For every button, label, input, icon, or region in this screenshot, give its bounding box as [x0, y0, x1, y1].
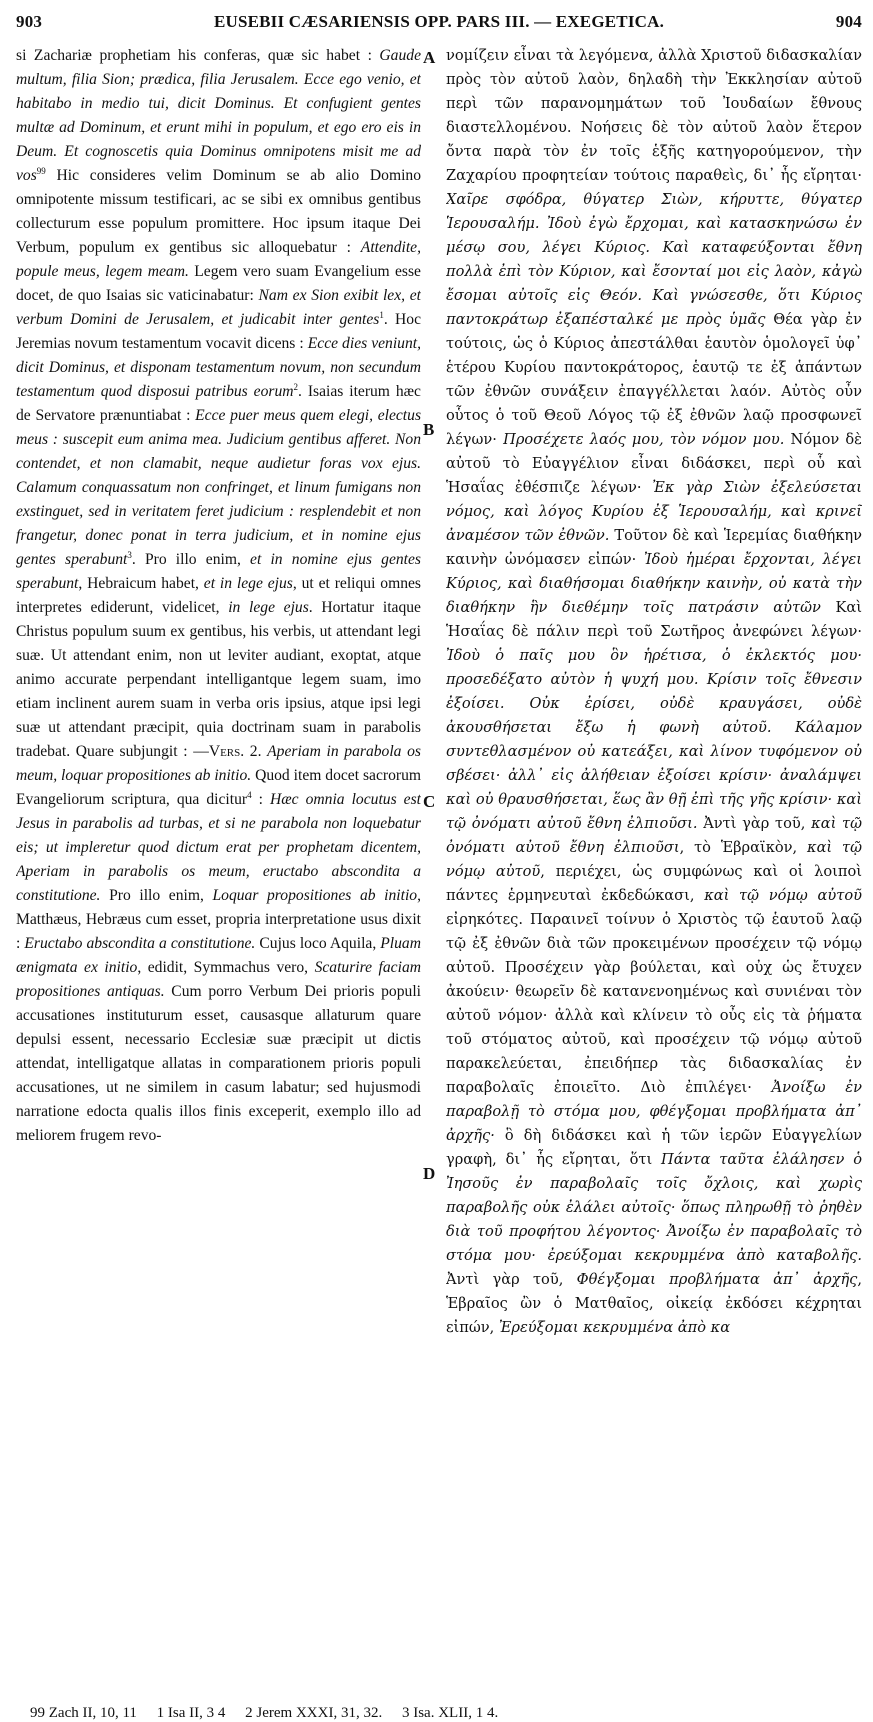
quotation-text: Ἰδοὺ ἡμέραι ἔρχονται, λέγει Κύριος, καὶ διαθήσομαι διαθήκην καινὴν, οὐ κατὰ τὴν διαθήκην ἣν διεθέμην τοῖς πατράσιν αὐτῶν	[446, 551, 862, 616]
quotation-text: Pluam ænigmata ex initio	[16, 935, 421, 976]
quotation-text: Φθέγξομαι προβλήματα ἀπ᾽ ἀρχῆς	[576, 1271, 858, 1288]
footnote-ref: 99	[36, 165, 46, 176]
quotation-text: Ἐκ γὰρ Σιὼν ἐξελεύσεται νόμος, καὶ λόγος Κυρίου ἐξ Ἱερουσαλήμ, καὶ κρινεῖ ἀναμέσον τῶν ἐθνῶν.	[446, 479, 862, 544]
latin-column	[16, 44, 421, 1676]
running-title: EUSEBII CÆSARIENSIS OPP. PARS III. — EXEGETICA.	[213, 12, 665, 31]
text-run: . Hortatur itaque Christus populum suum ex gentibus, his verbis, ut attendant legi suæ. Ut attendant enim, non ut leviter audiant, exoptat, atque animo accurate perpendant intelligantque legem suam, imo etiam inclinent aurem suam in verba oris ipsius, atque ipsi legi suæ ut attendant præcipit, quia doctrinam suam in parabolis tradebat. Quare subjungit : —	[16, 599, 421, 760]
text-run: εἰρηκότες. Παραινεῖ τοίνυν ὁ Χριστὸς τῷ ἑαυτοῦ λαῷ τῷ ἐξ ἐθνῶν διὰ τῶν προκειμένων προσέχειν τῷ νόμῳ αὐτοῦ. Προσέχειν γὰρ βούλεται, καὶ οὐχ ὡς ἔτυχεν ἀκούειν· θεωρεῖν δὲ κατανενοημένως καὶ συνιέναι τὸν αὐτοῦ νόμον· ἀλλὰ καὶ κλίνειν τὸ οὖς εἰς τὰ ῥήματα τοῦ στόματος αὐτοῦ, καὶ προσέχειν τῷ νόμῳ αὐτοῦ παρακελεύεται, ἐπειδήπερ τὰς διδασκαλίας ἐν παραβολαῖς ἐποιεῖτο. Διὸ ἐπιλέγει·	[446, 911, 862, 1096]
quotation-text: καὶ τῷ νόμῳ αὐτοῦ	[446, 839, 862, 880]
latin-text	[16, 44, 421, 1148]
footnote: 1 Isa II, 3 4	[156, 1705, 226, 1721]
text-run: , ut et reliqui omnes interpretes ediderunt, videlicet,	[16, 575, 421, 616]
margin-marker-c: C	[423, 792, 436, 811]
text-run: si Zachariæ prophetiam his conferas, quæ sic habet :	[16, 47, 380, 64]
text-run: . Pro illo enim,	[131, 551, 251, 568]
page-number-left: 903	[16, 12, 43, 31]
quotation-text: Ecce puer meus quem elegi, electus meus : suscepit eum anima mea. Judicium gentibus afferet. Non contendet, et non clamabit, neque audietur foras vox ejus. Calamum conquassatum non confringet, et linum fumigans non exstinguet, sed in veritatem feret judicium : resplendebit et non frangetur, donec ponat in terra judicium, et in nomine ejus gentes sperabunt	[16, 407, 421, 568]
quotation-text: Gaude multum, filia Sion; prædica, filia Jerusalem. Ecce ego venio, et habitabo in medio tui, dicit Dominus. Et confugient gentes multæ ad Dominum, et erunt mihi in populum, et ego ero eis in Deum. Et cognoscetis quia Dominus omnipotens misit me ad vos	[16, 47, 421, 184]
footnotes	[30, 1705, 860, 1722]
text-run: , Ἑβραῖος ὢν ὁ Ματθαῖος, οἰκείᾳ ἐκδόσει κέχρηται εἰπών,	[446, 1271, 862, 1336]
quotation-text: Eructabo abscondita a constitutione.	[24, 935, 256, 952]
text-run: Καὶ Ἡσαΐας δὲ πάλιν περὶ τοῦ Σωτῆρος ἀνεφώνει λέγων·	[446, 599, 862, 640]
footnote: 3 Isa. XLII, 1 4.	[401, 1705, 499, 1721]
quotation-text: Attendite, popule meus, legem meam.	[16, 239, 421, 280]
text-run: . Hoc Jeremias novum testamentum vocavit dicens :	[16, 311, 421, 352]
text-run: Τοῦτον δὲ καὶ Ἱερεμίας διαθήκην καινὴν ὠνόμασεν εἰπών·	[446, 527, 862, 568]
text-run: ὃ δὴ διδάσκει καὶ ἡ τῶν ἱερῶν Εὐαγγελίων γραφὴ, δι᾽ ἧς εἴρηται, ὅτι	[446, 1127, 862, 1168]
footnote-ref: 3	[127, 549, 132, 560]
footnote: 99 Zach II, 10, 11	[30, 1705, 137, 1721]
quotation-text: Ecce dies veniunt, dicit Dominus, et disponam testamentum novum, non secundum testamentum quod disposui patribus eorum	[16, 335, 421, 400]
text-run: , περιέχει, ὡς συμφώνως καὶ οἱ λοιποὶ πάντες ἑρμηνευταὶ ἐκδεδώκασι,	[446, 863, 862, 904]
text-run: Legem vero suam Evangelium esse docet, de quo Isaias sic vaticinabatur:	[16, 263, 421, 304]
quotation-text: Aperiam in parabola os meum, loquar propositiones ab initio.	[16, 743, 421, 784]
quotation-text: Loquar propositiones ab initio	[212, 887, 418, 904]
text-run: Hic consideres velim Dominum se ab alio Domino omnipotente missum testificari, ac se sibi ex omnibus gentibus collecturum esse populum promittere. Hoc ipsum itaque Dei Verbum, populum ex gentibus sic alloquebatur :	[16, 167, 421, 256]
quotation-text: Nam ex Sion exibit lex, et verbum Domini de Jerusalem, et judicabit inter gentes	[16, 287, 421, 328]
quotation-text: καὶ τῷ νόμῳ αὐτοῦ	[704, 887, 862, 904]
text-run: . Isaias iterum hæc de Servatore prænuntiabat :	[16, 383, 421, 424]
text-run: , edidit, Symmachus vero,	[137, 959, 315, 976]
margin-marker-a: A	[423, 48, 436, 67]
margin-marker-d: D	[423, 1164, 436, 1183]
quotation-text: et in nomine ejus gentes sperabunt	[16, 551, 421, 592]
footnote: 2 Jerem XXXI, 31, 32.	[245, 1705, 383, 1721]
footnote-ref: 1	[379, 309, 384, 320]
footnote-ref: 4	[247, 789, 252, 800]
quotation-text: et in lege ejus	[203, 575, 293, 592]
text-run: Θέα γὰρ ἐν τούτοις, ὡς ὁ Κύριος ἀπεστάλθαι ἑαυτὸν ὁμολογεῖ ὑφ᾽ ἑτέρου Κυρίου παντοκράτορος, ἑαυτῷ τε ἐξ ἁπάντων τῶν ἐθνῶν συνάξειν ἐπαγγέλλεται λαόν. Αὐτὸς οὖν οὗτος ὁ τοῦ Θεοῦ Λόγος τῷ ἐξ ἐθνῶν λαῷ προσφωνεῖ λέγων·	[446, 311, 862, 448]
text-run: , Hebraicum habet,	[78, 575, 204, 592]
greek-column	[446, 44, 862, 1676]
text-run: νομίζειν εἶναι τὰ λεγόμενα, ἀλλὰ Χριστοῦ διδασκαλίαν πρὸς τὸν αὐτοῦ λαὸν, δηλαδὴ τὴν Ἐκκλησίαν αὐτοῦ περὶ τῶν παρανομημάτων τοῦ Ἰουδαίων ἔθνους διαστελλομένου. Νοήσεις δὲ τὸν αὐτοῦ λαὸν ἕτερον ὄντα παρὰ τὸν ἐν τοῖς ἑξῆς κατηγορούμενον, τὴν Ζαχαρίου προφητείαν τούτοις παραθεὶς, δι᾽ ἧς εἴρηται·	[446, 47, 862, 184]
text-run: , τὸ Ἑβραϊκὸν,	[679, 839, 807, 856]
text-run: Cum porro Verbum Dei prioris populi accusationes instituturum esset, causasque allaturum quare depulsi essent, necessario Ecclesiæ suæ præcipit ut dictis attendat, intelligatque allatas in comparationem prioris populi accusationes, ut ne similem in casum labatur; sed hujusmodi narratione edocta qualis illos finis exceperit, exemplo illo ad meliorem frugem revo-	[16, 983, 421, 1144]
quotation-text: Προσέχετε λαός μου, τὸν νόμον μου.	[503, 431, 785, 448]
quotation-text: Πάντα ταῦτα ἐλάλησεν ὁ Ἰησοῦς ἐν παραβολαῖς τοῖς ὄχλοις, καὶ χωρὶς παραβολῆς οὐκ ἐλάλει αὐτοῖς· ὅπως πληρωθῇ τὸ ῥηθὲν διὰ τοῦ προφήτου λέγοντος· Ἀνοίξω ἐν παραβολαῖς τὸ στόμα μου· ἐρεύξομαι κεκρυμμένα ἀπὸ καταβολῆς.	[446, 1151, 862, 1264]
greek-text	[446, 44, 862, 1340]
quotation-text: Hæc omnia locutus est Jesus in parabolis ad turbas, et si ne parabola non loquebatur eis; ut impleretur quod dictum erat per prophetam dicentem, Aperiam in parabolis os meum, eructabo abscondita a constitutione.	[16, 791, 421, 904]
quotation-text: Χαῖρε σφόδρα, θύγατερ Σιὼν, κήρυττε, θύγατερ Ἱερουσαλήμ. Ἰδοὺ ἐγὼ ἔρχομαι, καὶ κατασκηνώσω ἐν μέσῳ σου, λέγει Κύριος. Καὶ καταφεύξονται ἔθνη πολλὰ ἐπὶ τὸν Κύριον, καὶ ἔσονταί μοι εἰς λαὸν, κἀγὼ ἔσομαι αὐτοῖς εἰς Θεόν. Καὶ γνώσεσθε, ὅτι Κύριος παντοκράτωρ ἐξαπέσταλκέ με πρὸς ὑμᾶς	[446, 191, 862, 328]
quotation-text: in lege ejus	[228, 599, 309, 616]
text-run: Pro illo enim,	[100, 887, 213, 904]
quotation-text: Ἀνοίξω ἐν παραβολῇ τὸ στόμα μου, φθέγξομαι προβλήματα ἀπ᾽ ἀρχῆς·	[446, 1079, 862, 1144]
text-run: , Matthæus, Hebræus cum esset, propria interpretatione usus dixit :	[16, 887, 421, 952]
text-run: :	[251, 791, 270, 808]
quotation-text: Ἰδοὺ ὁ παῖς μου ὃν ἡρέτισα, ὁ ἐκλεκτός μου· προσεδέξατο αὐτὸν ἡ ψυχή μου. Κρίσιν τοῖς ἔθνεσιν ἐξοίσει. Οὐκ ἐρίσει, οὐδὲ κραυγάσει, οὐδὲ ἀκουσθήσεται ἔξω ἡ φωνὴ αὐτοῦ. Κάλαμον συντεθλασμένον οὐ κατεάξει, καὶ λίνον τυφόμενον οὐ σβέσει· ἀλλ᾽ εἰς ἀλήθειαν ἐξοίσει κρίσιν· ἀναλάμψει καὶ οὐ θραυσθήσεται, ἕως ἂν θῇ ἐπὶ τῆς γῆς κρίσιν· καὶ τῷ ὀνόματι αὐτοῦ ἔθνη ἐλπιοῦσι.	[446, 647, 862, 832]
text-run: Ἀντὶ γὰρ τοῦ,	[697, 815, 812, 832]
text-run: Ἀντὶ γὰρ τοῦ,	[446, 1271, 577, 1288]
text-run: Νόμον δὲ αὐτοῦ τὸ Εὐαγγέλιον εἶναι διδάσκει, περὶ οὗ καὶ Ἡσαΐας ἐθέσπιζε λέγων·	[446, 431, 862, 496]
quotation-text: Scaturire faciam propositiones antiquas.	[16, 959, 421, 1000]
quotation-text: Ἐρεύξομαι κεκρυμμένα ἀπὸ κα	[498, 1319, 731, 1336]
text-run: Cujus loco Aquila,	[255, 935, 381, 952]
page-number-right: 904	[835, 12, 862, 31]
page-header	[16, 12, 862, 38]
footnote-ref: 2	[293, 381, 298, 392]
quotation-text: καὶ τῷ ὀνόματι αὐτοῦ ἔθνη ἐλπιοῦσι	[446, 815, 862, 856]
text-run: Quod item docet sacrorum Evangeliorum scriptura, qua dicitur	[16, 767, 421, 808]
text-run: Vers. 2.	[208, 743, 262, 760]
margin-marker-b: B	[423, 420, 435, 439]
